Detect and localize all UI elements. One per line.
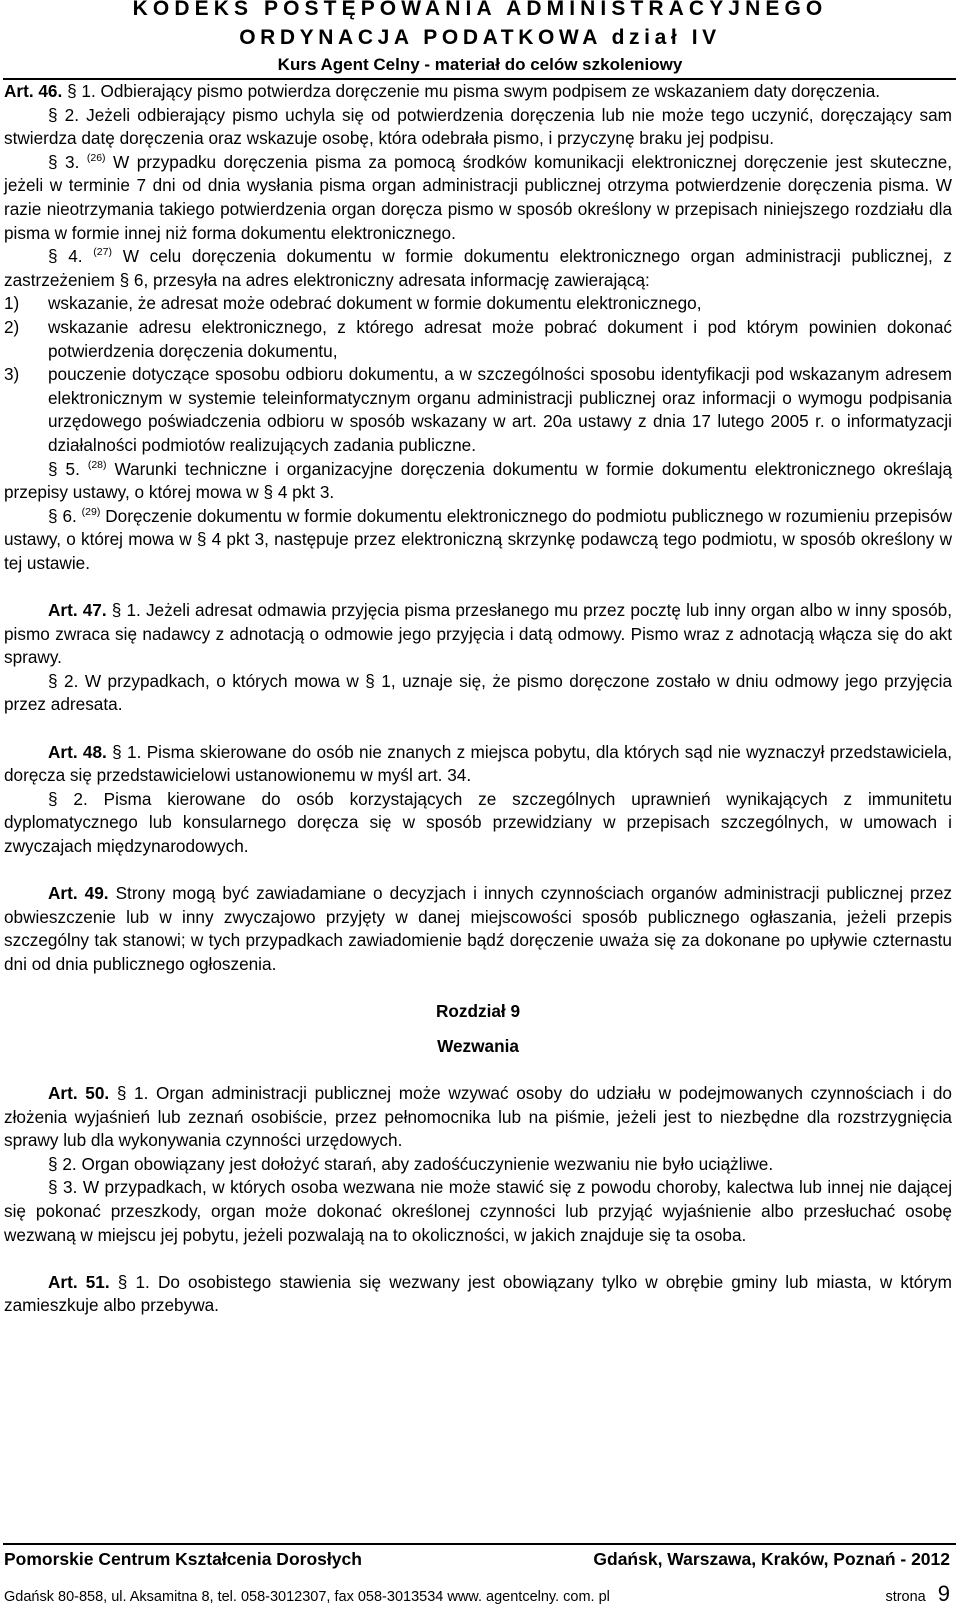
art47-par1: Art. 47. § 1. Jeżeli adresat odmawia przyjęcia pisma przesłanego mu przez pocztę lub inny organ albo w inny sposób, pismo zwraca się nadawcy z adnotacją o odmowie jego przyjęcia i datą odmowy. Pismo wraz z adnotacją włącza się do akt sprawy. — [4, 600, 952, 668]
page-indicator — [885, 1582, 950, 1610]
footnote-ref: (29) — [81, 505, 101, 518]
article-heading: Art. 46. — [4, 81, 63, 101]
article-heading: Art. 50. — [48, 1082, 110, 1103]
list-item: 2) wskazanie adresu elektronicznego, z którego adresat może pobrać dokument i pod którym powinien dokonać potwierdzenia doręczenia dokumentu, — [4, 316, 952, 361]
footnote-ref: (26) — [86, 151, 106, 164]
article-heading: Art. 47. — [48, 600, 107, 621]
section-mark: § 2. — [48, 788, 88, 809]
section-mark: § 1. — [112, 741, 142, 762]
section-mark: § 1. — [116, 1082, 149, 1103]
footer-organization: Pomorskie Centrum Kształcenia Dorosłych — [4, 1549, 362, 1569]
footer-contact — [4, 1582, 950, 1610]
header-title: KODEKS POSTĘPOWANIA ADMINISTRACYJNEGO — [132, 0, 828, 20]
art46-par3: § 3. $^{(26)}$ W przypadku doręczenia pisma za pomocą środków komunikacji elektronicznej doręczenie jest skuteczne, jeżeli w terminie 7 dni od dnia wysłania pisma organ administracji publicznej otrzyma potwierdzenie doręczenia pisma. W razie nieotrzymania takiego potwierdzenia organ doręcza pismo w sposób określony w przepisach niniejszego rozdziału dla pisma w formie innej niż forma dokumentu elektronicznego. — [4, 151, 952, 243]
footer-main — [4, 1548, 950, 1572]
art47-par2: § 2. W przypadkach, o których mowa w § 1, uznaje się, że pismo doręczone zostało w dniu odmowy jego przyjęcia przez adresata. — [4, 670, 952, 715]
art50-par3: § 3. W przypadkach, w których osoba wezwana nie może stawić się z powodu choroby, kalectwa lub innej nie dającej się pokonać przeszkody, organ może dokonać określonej czynności lub przyjąć wyjaśnienie albo przesłuchać osobę wezwaną w miejscu jej pobytu, jeżeli pozwalają na to okoliczności, w jakich znajduje się ta osoba. — [4, 1177, 953, 1245]
art50-par2: § 2. Organ obowiązany jest dołożyć starań, aby zadośćuczynienie wezwaniu nie było uciążliwe. — [48, 1153, 774, 1174]
section-mark: § 3. — [48, 151, 80, 172]
section-mark: § 2. — [48, 1153, 77, 1174]
footer-cities: Gdańsk, Warszawa, Kraków, Poznań - 2012 — [593, 1549, 950, 1569]
page-label: strona — [885, 1589, 926, 1605]
header-course: Kurs Agent Celny - materiał do celów szkoleniowy — [277, 55, 683, 74]
page-number: 9 — [937, 1581, 950, 1606]
document-body — [4, 80, 952, 1318]
art50-par1: Art. 50. § 1. Organ administracji publicznej może wzywać osoby do udziału w podejmowanych czynnościach i do złożenia wyjaśnień lub zeznań osobiście, przez pełnomocnika lub na piśmie, jeżeli jest to niezbędne dla rozstrzygnięcia sprawy lub dla wykonywania czynności urzędowych. — [4, 1082, 952, 1151]
art46-par4: § 4. $^{(27)}$ W celu doręczenia dokumentu w formie dokumentu elektronicznego organ administracji publicznej, z zastrzeżeniem § 6, przesyła na adres elektroniczny adresata informację zawierającą: — [4, 246, 953, 290]
art46-par5: § 5. $^{(28)}$ Warunki techniczne i organizacyjne doręczenia dokumentu w formie dokumentu elektronicznego określają przepisy ustawy, o której mowa w § 4 pkt 3. — [4, 458, 953, 503]
list-item: 1) wskazanie, że adresat może odebrać dokument w formie dokumentu elektronicznego, — [4, 293, 702, 314]
art46-par1: Art. 46. § 1. Odbierający pismo potwierdza doręczenie mu pisma swym podpisem ze wskazaniem daty doręczenia. — [4, 81, 881, 101]
header-subtitle: ORDYNACJA PODATKOWA dział IV — [239, 26, 721, 49]
art48-par1: Art. 48. § 1. Pisma skierowane do osób nie znanych z miejsca pobytu, dla których sąd nie wyznaczył przedstawiciela, doręcza się przedstawicielowi ustanowionemu w myśl art. 34. — [4, 741, 952, 786]
section-mark: § 2. — [48, 670, 79, 691]
footer-address: Gdańsk 80-858, ul. Aksamitna 8, tel. 058-3012307, fax 058-3013534 www. agentcelny. com. pl — [4, 1589, 610, 1605]
section-mark: § 1. — [117, 1271, 150, 1292]
article-heading: Art. 49. — [48, 883, 109, 904]
article-heading: Art. 51. — [48, 1271, 110, 1292]
chapter-number: Rozdział 9 — [435, 1001, 521, 1022]
section-mark: § 5. — [48, 458, 80, 479]
art46-par2: § 2. Jeżeli odbierający pismo uchyla się od potwierdzenia doręczenia lub nie może tego uczynić, doręczający sam stwierdza datę doręczenia oraz wskazuje osobę, która odebrała pismo, i przyczynę braku jej podpisu. — [4, 104, 952, 149]
article-heading: Art. 48. — [48, 741, 107, 762]
art48-par2: § 2. Pisma kierowane do osób korzystających ze szczególnych uprawnień wynikających z immunitetu dyplomatycznego lub konsularnego doręcza się w sposób przewidziany w przepisach szczególnych, w umowach i zwyczajach międzynarodowych. — [4, 788, 952, 856]
section-mark: § 2. — [48, 104, 80, 125]
section-mark: § 6. — [48, 505, 77, 526]
section-mark: § 4. — [48, 246, 83, 267]
section-mark: § 1. — [67, 81, 96, 101]
list-item: 3) pouczenie dotyczące sposobu odbioru dokumentu, a w szczególności sposobu identyfikacji pod wskazanym adresem elektronicznym w systemie teleinformatycznym organu administracji publicznej oraz informacji o wymogu podpisania urzędowego poświadczenia odbioru w sposób wskazany w art. 20a ustawy z dnia 17 lutego 2005 r. o informatyzacji działalności podmiotów realizujących zadania publiczne. — [4, 364, 952, 455]
art51-par1: Art. 51. § 1. Do osobistego stawienia się wezwany jest obowiązany tylko w obrębie gminy lub miasta, w którym zamieszkuje albo przebywa. — [4, 1271, 952, 1316]
section-mark: § 1. — [111, 600, 141, 621]
art49-par1: Art. 49. Strony mogą być zawiadamiane o decyzjach i innych czynnościach organów administracji publicznej przez obwieszczenie lub w inny zwyczajowo przyjęty w danej miejscowości sposób publicznego ogłaszania, jeżeli przepis szczególny tak stanowi; w tych przypadkach zawiadomienie bądź doręczenie uważa się za dokonane po upływie czternastu dni od dnia publicznego ogłoszenia. — [4, 883, 952, 974]
footnote-ref: (27) — [93, 246, 112, 259]
footnote-ref: (28) — [87, 458, 107, 471]
footer-divider — [3, 1543, 956, 1545]
section-mark: § 3. — [48, 1177, 78, 1198]
art46-par6: § 6. $^{(29)}$ Doręczenie dokumentu w formie dokumentu elektronicznego do podmiotu publicznego w rozumieniu przepisów ustawy, o której mowa w § 4 pkt 3, następuje przez elektroniczną skrzynkę podawczą tego podmiotu, w sposób określony w tej ustawie. — [4, 505, 952, 573]
chapter-title: Wezwania — [437, 1035, 519, 1056]
